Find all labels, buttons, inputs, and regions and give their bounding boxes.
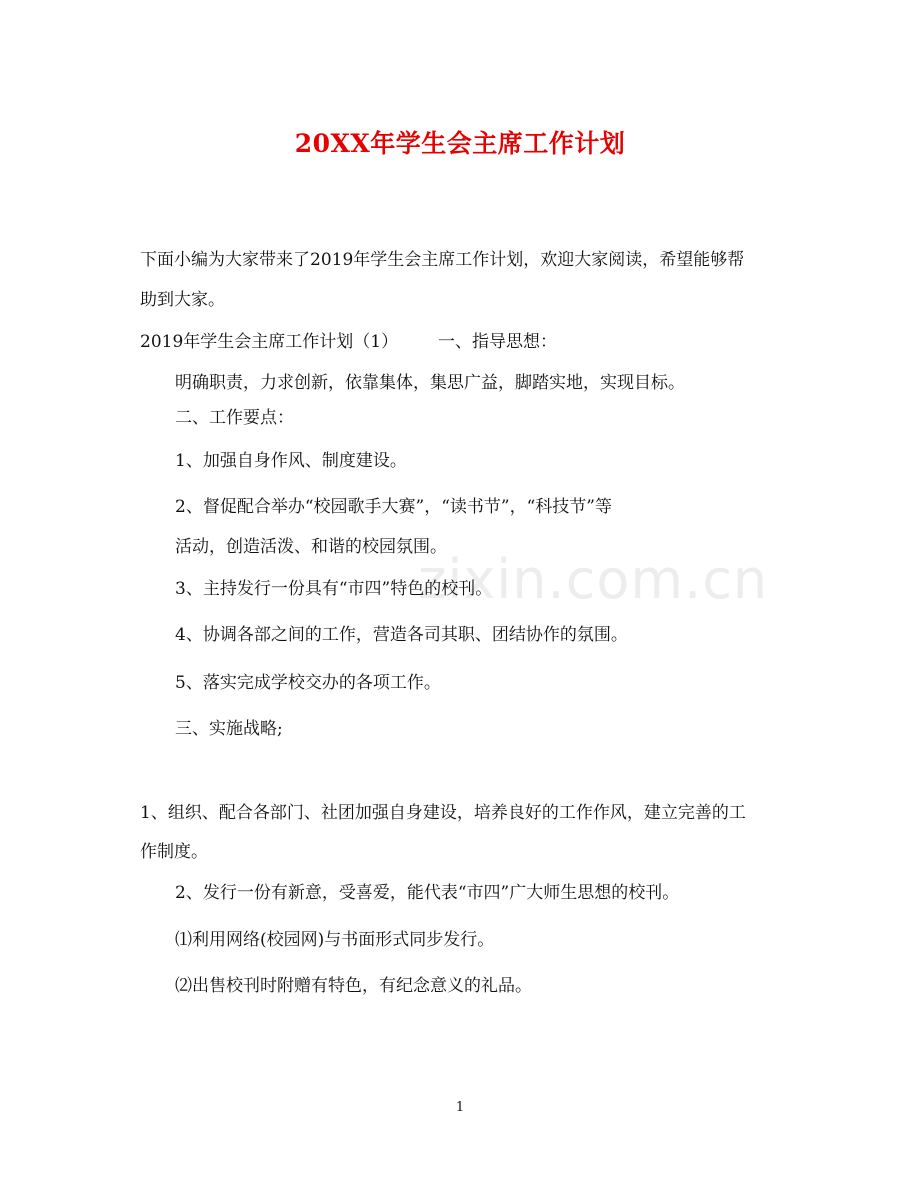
section-heading: 三、实施战略; [175,719,283,739]
list-item: 2、发行一份有新意，受喜爱，能代表“市四”广大师生思想的校刊。 [175,883,680,903]
page-number: 1 [455,1100,465,1115]
paragraph-line: 明确职责，力求创新，依靠集体，集思广益，脚踏实地，实现目标。 [175,373,685,393]
list-item-continuation: 活动，创造活泼、和谐的校园氛围。 [175,537,447,557]
list-item: 1、加强自身作风、制度建设。 [175,451,407,471]
sub-list-item: ⑵出售校刊时附赠有特色，有纪念意义的礼品。 [175,976,532,996]
section-heading: 2019年学生会主席工作计划（1） [140,332,399,352]
section-heading: 一、指导思想： [438,332,557,352]
section-heading: 二、工作要点： [175,408,294,428]
list-item: 5、落实完成学校交办的各项工作。 [175,673,441,693]
watermark: zixin.com.cn [418,548,769,611]
list-item: 2、督促配合举办“校园歌手大赛”，“读书节”，“科技节”等 [175,497,612,517]
paragraph-line: 作制度。 [140,842,208,862]
paragraph-line: 助到大家。 [140,290,225,310]
sub-list-item: ⑴利用网络(校园网)与书面形式同步发行。 [175,930,495,950]
list-item: 3、主持发行一份具有“市四”特色的校刊。 [175,579,493,599]
paragraph-line: 下面小编为大家带来了2019年学生会主席工作计划，欢迎大家阅读，希望能够帮 [140,250,745,270]
document-title: 20XX年学生会主席工作计划 [294,129,626,158]
paragraph-line: 1、组织、配合各部门、社团加强自身建设，培养良好的工作作风，建立完善的工 [140,803,746,823]
list-item: 4、协调各部之间的工作，营造各司其职、团结协作的氛围。 [175,625,628,645]
